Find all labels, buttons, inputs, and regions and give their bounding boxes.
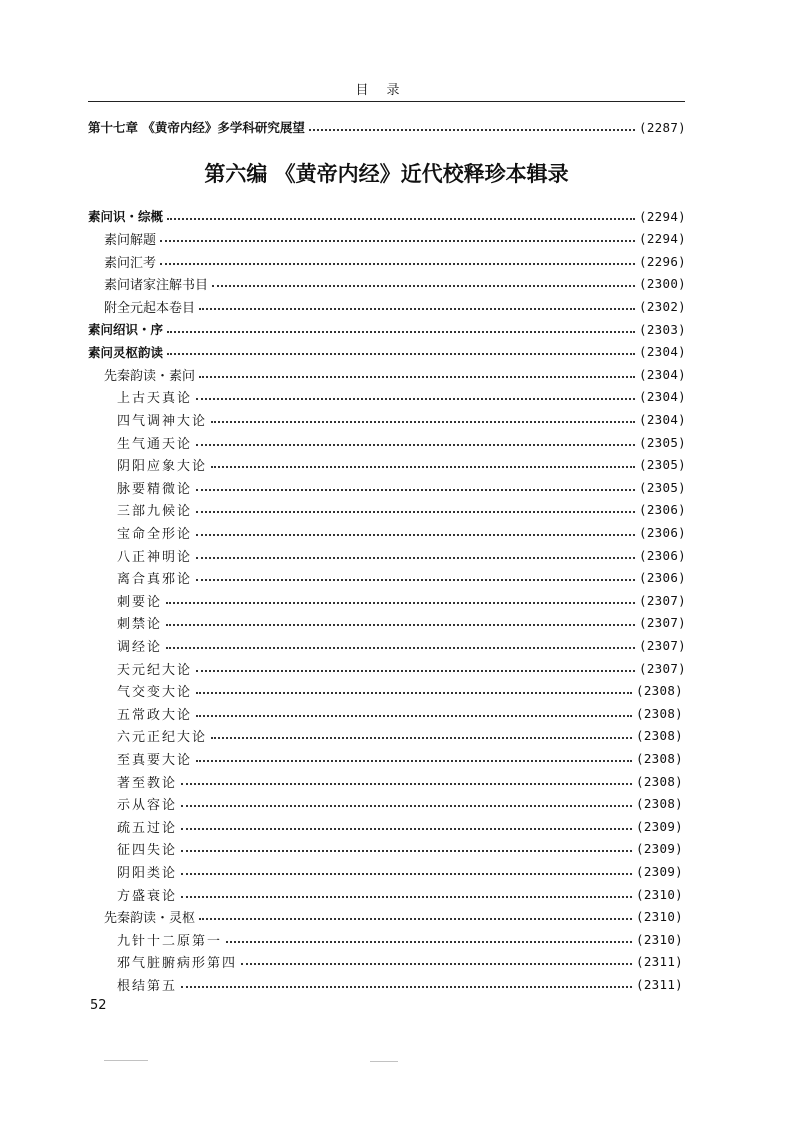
dot-leader (160, 239, 635, 242)
dot-leader (196, 533, 635, 536)
dot-leader (166, 623, 635, 626)
toc-entry-label: 素问灵枢韵读 (88, 344, 164, 360)
dot-leader (196, 578, 635, 581)
scan-artifact (104, 1060, 148, 1061)
toc-entry-label: 征四失论 (117, 843, 178, 859)
toc-entry-page: (2307) (639, 660, 686, 676)
toc-entry-page: (2303) (639, 321, 686, 337)
toc-entry-label: 生气通天论 (117, 436, 193, 452)
toc-entry-label: 著至教论 (117, 775, 178, 791)
toc-entry-page: (2304) (639, 344, 686, 360)
dot-leader (212, 284, 635, 287)
toc-entry-label: 阴阳类论 (117, 865, 178, 881)
dot-leader (196, 714, 632, 717)
dot-leader (181, 804, 632, 807)
toc-entry-label: 根结第五 (117, 978, 178, 994)
toc-entry-page: (2308) (636, 705, 683, 721)
toc-entry[interactable] (0, 431, 793, 453)
running-head: 目录 (355, 83, 418, 98)
toc-entry-page: (2305) (639, 434, 686, 450)
toc-entry-label: 邪气脏腑病形第四 (117, 956, 238, 972)
toc-entry-label: 气交变大论 (117, 685, 193, 701)
dot-leader (309, 128, 635, 131)
toc-entry-label: 宝命全形论 (117, 526, 193, 542)
toc-entry[interactable] (0, 341, 793, 363)
dot-leader (196, 669, 635, 672)
dot-leader (160, 262, 635, 265)
dot-leader (199, 375, 635, 378)
dot-leader (196, 510, 635, 513)
toc-entry[interactable] (0, 205, 793, 227)
scan-artifact (370, 1061, 398, 1062)
toc-entry[interactable] (0, 973, 793, 995)
toc-entry-page: (2311) (636, 976, 683, 992)
toc-entry-label: 素问识・综概 (88, 209, 164, 224)
toc-entry[interactable] (0, 499, 793, 521)
dot-leader (196, 443, 635, 446)
toc-entry-label: 上古天真论 (117, 391, 193, 407)
toc-entry-label: 素问绍识・序 (88, 322, 164, 337)
toc-entry-page: (2294) (639, 208, 686, 224)
toc-entry[interactable] (0, 476, 793, 498)
toc-entry[interactable] (0, 634, 793, 656)
dot-leader (166, 646, 635, 649)
toc-entry[interactable] (0, 318, 793, 340)
dot-leader (196, 488, 635, 491)
toc-entry-page: (2307) (639, 592, 686, 608)
toc-entry-label: 天元纪大论 (117, 662, 193, 678)
toc-entry-page: (2308) (636, 750, 683, 766)
dot-leader (196, 556, 635, 559)
dot-leader (211, 420, 635, 423)
toc-entry-page: (2308) (636, 728, 683, 744)
toc-entry-label: 附全元起本卷目 (104, 300, 196, 316)
toc-entry[interactable] (0, 521, 793, 543)
toc-entry[interactable] (0, 589, 793, 611)
toc-entry[interactable] (0, 928, 793, 950)
toc-entry-page: (2309) (636, 863, 683, 879)
toc-entry-label: 八正神明论 (117, 549, 193, 565)
toc-entry-label: 脉要精微论 (117, 481, 193, 497)
toc-entry[interactable] (0, 815, 793, 837)
toc-entry-page: (2302) (639, 298, 686, 314)
toc-entry[interactable] (0, 838, 793, 860)
page-number: 52 (90, 998, 107, 1013)
toc-entry-page: (2300) (639, 276, 686, 292)
toc-entry-page: (2309) (636, 818, 683, 834)
dot-leader (181, 985, 632, 988)
toc-entry-page: (2308) (636, 683, 683, 699)
toc-entry[interactable] (0, 680, 793, 702)
toc-entry[interactable] (0, 951, 793, 973)
toc-entry[interactable] (0, 544, 793, 566)
toc-entry[interactable] (0, 747, 793, 769)
toc-entry-label: 素问汇考 (104, 255, 157, 271)
dot-leader (167, 217, 635, 220)
toc-entry[interactable] (0, 567, 793, 589)
toc-entry[interactable] (0, 612, 793, 634)
toc-chapter-entry[interactable] (0, 116, 793, 138)
toc-entry-label: 疏五过论 (117, 820, 178, 836)
toc-entry-page: (2296) (639, 253, 686, 269)
toc-entry[interactable] (0, 408, 793, 430)
toc-entry-label: 刺要论 (117, 594, 163, 610)
dot-leader (167, 330, 635, 333)
toc-entry-label: 素问解题 (104, 233, 157, 249)
dot-leader (181, 827, 632, 830)
toc-entry[interactable] (0, 725, 793, 747)
toc-entry-label: 阴阳应象大论 (117, 459, 208, 475)
toc-entry[interactable] (0, 906, 793, 928)
toc-entry-label: 五常政大论 (117, 707, 193, 723)
toc-entry-page: (2308) (636, 773, 683, 789)
dot-leader (211, 736, 632, 739)
dot-leader (181, 849, 632, 852)
toc-entry-label: 第十七章 《黄帝内经》多学科研究展望 (88, 120, 305, 135)
toc-entry-label: 六元正纪大论 (117, 730, 208, 746)
dot-leader (181, 782, 632, 785)
toc-entry-label: 至真要大论 (117, 752, 193, 768)
toc-entry[interactable] (0, 454, 793, 476)
toc-entry-page: (2306) (639, 547, 686, 563)
toc-entry-page: (2306) (639, 570, 686, 586)
toc-entry-label: 刺禁论 (117, 617, 163, 633)
toc-entry-page: (2310) (636, 886, 683, 902)
toc-entry-page: (2309) (636, 841, 683, 857)
toc-entry-label: 三部九候论 (117, 504, 193, 520)
toc-entry-label: 调经论 (117, 639, 163, 655)
toc-entry-label: 示从容论 (117, 798, 178, 814)
dot-leader (167, 352, 635, 355)
toc-entry[interactable] (0, 363, 793, 385)
toc-entry-page: (2306) (639, 524, 686, 540)
toc-entry-page: (2294) (639, 231, 686, 247)
toc-entry-page: (2307) (639, 637, 686, 653)
dot-leader (196, 759, 632, 762)
toc-entry[interactable] (0, 770, 793, 792)
dot-leader (196, 691, 632, 694)
toc-entry-label: 九针十二原第一 (117, 933, 223, 949)
dot-leader (199, 917, 632, 920)
toc-entry[interactable] (0, 295, 793, 317)
toc-entry[interactable] (0, 883, 793, 905)
toc-entry-page: (2307) (639, 615, 686, 631)
toc-entry[interactable] (0, 860, 793, 882)
dot-leader (196, 397, 635, 400)
toc-entry-label: 先秦韵读・素问 (104, 368, 196, 384)
toc-entry-label: 先秦韵读・灵枢 (104, 911, 196, 927)
toc-entry-label: 素问诸家注解书目 (104, 278, 209, 294)
toc-entry-page: (2305) (639, 457, 686, 473)
part-title: 第六编 《黄帝内经》近代校释珍本辑录 (204, 161, 569, 186)
dot-leader (199, 307, 635, 310)
toc-entry-page: (2308) (636, 796, 683, 812)
header-rule (88, 101, 685, 102)
toc-entry-label: 四气调神大论 (117, 413, 208, 429)
dot-leader (211, 465, 635, 468)
dot-leader (226, 940, 632, 943)
toc-entry-page: (2310) (636, 931, 683, 947)
dot-leader (166, 601, 635, 604)
toc-entry-page: (2304) (639, 389, 686, 405)
toc-entry[interactable] (0, 386, 793, 408)
toc-entry[interactable] (0, 702, 793, 724)
toc-entry[interactable] (0, 793, 793, 815)
toc-entry-page: (2310) (636, 909, 683, 925)
toc-entry[interactable] (0, 273, 793, 295)
dot-leader (181, 895, 632, 898)
toc-entry-page: (2304) (639, 366, 686, 382)
toc-entry-page: (2311) (636, 954, 683, 970)
toc-entry-page: (2305) (639, 479, 686, 495)
dot-leader (241, 962, 632, 965)
toc-entry-page: (2287) (639, 119, 686, 135)
toc-entry-page: (2304) (639, 411, 686, 427)
toc-entry[interactable] (0, 657, 793, 679)
toc-entry-label: 方盛衰论 (117, 888, 178, 904)
toc-entry-page: (2306) (639, 502, 686, 518)
dot-leader (181, 872, 632, 875)
toc-entry-label: 离合真邪论 (117, 572, 193, 588)
toc-entry[interactable] (0, 228, 793, 250)
toc-entry[interactable] (0, 250, 793, 272)
